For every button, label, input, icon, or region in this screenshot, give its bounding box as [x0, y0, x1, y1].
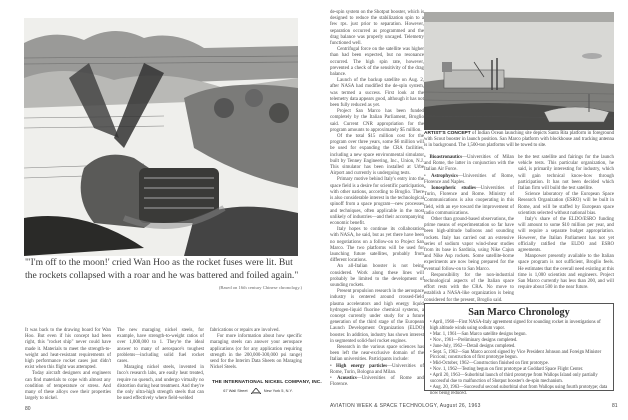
- paragraph: Launch of the backup satellite on Aug. 2, after NASA had modified the de-spin system, was termed a success. First look at the telemetry data appears good, although it has not been fully reduced as yet.: [330, 78, 424, 109]
- launch-platform-photo: [424, 12, 614, 130]
- paragraph: Italy hopes to continue its collaboration with NASA, he said, but as yet there have been no negotiations on a follow-on to Project San Marco. The two platforms will be used for launching future satellites, probably from different locations.: [330, 227, 424, 264]
- paragraph: de-spin system on the Shotput booster, which is designed to reduce the stabilization spin to a few rps. just prior to separation. However, separation occurred as programmed and the drag balance was properly uncaged. Telemetry functioned well.: [330, 10, 424, 47]
- ad-body-column-1: [25, 328, 111, 402]
- bullet-item: • Bioastronautics—Universities of Milan and Rome, the latter in conjunction with the Italian Air Force.: [424, 155, 515, 173]
- chronology-item: • April, 1960—First NASA-Italy agreement signed for sounding rocket in investigations of high altitude winds using sodium vapor.: [430, 320, 601, 331]
- paragraph: Centrifugal force on the satellite was higher than had been expected, but no resonance occurred. The high spin rate, however, prevented a check of the sensitivity of the drag balance.: [330, 47, 424, 78]
- chronology-item: • Nov., 1961—Preliminary designs completed.: [430, 337, 518, 343]
- chronology-item: • Nov. 1, 1962—Testing begun on first prototype at Goddard Space Flight Center.: [430, 367, 584, 373]
- article-column-3: [518, 155, 614, 291]
- chronology-text: Sept. 5, 1962—San Marco accord signed by Vice President Johnson and Foreign Minister Piccioni; construction of first prototype begun.: [430, 349, 602, 361]
- chronology-box: [424, 303, 614, 396]
- chronology-item: • Sept. 5, 1962—San Marco accord signed by Vice President Johnson and Foreign Minister Piccioni; construction of first prototype begun.: [430, 349, 602, 361]
- ad-body-column-3: [210, 328, 302, 371]
- caption-lead: ARTIST'S CONCEPT: [424, 131, 471, 136]
- paragraph: Project San Marco has been funded completely by the Italian Parliament, Broglio said. Current CNR appropriation for the program amounts to approximately $5 million.: [330, 109, 424, 133]
- chronology-text: Nov., 1961—Preliminary designs completed.: [432, 337, 518, 343]
- bullet-item: • High energy particles—Universities of Rome, Turin, Bologna and Milan.: [330, 363, 425, 375]
- bullet-text: —Universities of Milan and Rome, the latter in conjunction with the Italian Air Force.: [424, 155, 515, 173]
- ad-body-column-2: [117, 328, 204, 402]
- illustration-credit: (Based on 16th century Chinese chronology.): [218, 285, 302, 290]
- paragraph: Of the total $15 million cost for the program over three years, some $6 million will be used for expanding the CRA facilities, including a new space environmental simulator built by Tenney Engineering, Inc., Union, N.J. This simulator has been installed at Urbe Airport and currently is undergoing tests.: [330, 134, 424, 177]
- wan-hoo-illustration: [24, 18, 298, 256]
- bullet-term: Ionospheric studies: [431, 186, 476, 192]
- chronology-item: • June-July, 1962—Detail designs completed.: [430, 343, 516, 349]
- paragraph: Other than ground-based observations, the prime means of experimentation so far have been high-altitude balloons and sounding rockets. Italy has carried out an extensive series of sodium vapor wind-shear studies from its base in Sardinia, using Nike Cajun and Nike Asp rockets. Some satellite-borne experiments are now being prepared for the eventual follow-on to San Marco.: [424, 217, 514, 272]
- bullet-term: Acoustics: [337, 375, 357, 381]
- bullet-term: High energy particles: [336, 363, 388, 369]
- platform-image: [424, 12, 614, 130]
- paragraph: Maraging nickel steels, invented in Inco's research labs, are easily heat treated, require no quench, and undergo virtually no distortion during heat treatment. And they're the only ultra-high strength steels that can be used effectively where field-welded: [117, 365, 204, 402]
- advertiser-address: [212, 388, 304, 394]
- paragraph: Responsibility for the non-industrial technological aspects of the Italian space effort rests with the CRA. No move to establish a NASA-like organization is being considered for the present, Broglio said.: [424, 272, 514, 303]
- advertiser-signature: [212, 380, 322, 394]
- bullet-term: Astrophysics: [431, 173, 458, 179]
- chronology-item: • Mar. 1, 1961—San Marco satellite designs begun.: [430, 331, 527, 337]
- chronology-text: Mid-October, 1962—Construction finished on first prototype.: [432, 361, 549, 367]
- advertiser-name: THE INTERNATIONAL NICKEL COMPANY, INC.: [212, 380, 322, 385]
- address-street: 67 Wall Street: [223, 388, 248, 394]
- chronology-text: June-July, 1962—Detail designs completed.: [432, 343, 516, 349]
- bullet-term: Bioastronautics: [429, 155, 463, 160]
- chronology-item: • Aug. 20, 1963—Successful second suborbital shot from Wallops using fourth prototype; data now being reduced.: [430, 384, 608, 396]
- chronology-text: Aug. 20, 1963—Successful second suborbital shot from Wallops using fourth prototype; data now being reduced.: [430, 384, 608, 396]
- running-footer: AVIATION WEEK & SPACE TECHNOLOGY, August 26, 1963: [330, 403, 481, 409]
- paragraph: be the test satellite and fairings for the launch vehicle tests. This particular organization, he said, is primarily interesting for industry, which will gain technical know-how through participation. It has not been decided which Italian firm will build the test satellite.: [518, 155, 614, 192]
- address-city: New York 5, N.Y.: [263, 388, 293, 394]
- paragraph: Italy's share of the ELDO/ESRO funding will amount to some $10 million per year, and will require a separate budget appropriation. However, the Italian Parliament has not yet officially ratified the ELDO and ESRO agreements.: [518, 217, 614, 254]
- paragraph: fabrications or repairs are involved.: [210, 328, 280, 333]
- paragraph: An all-Italian booster is not being considered. Work along these lines will probably be limited to the development of sounding rockets.: [330, 264, 424, 288]
- bullet-text: —Universities of Turin, Florence and Rome. Ministry of Communications is also cooperating in this field, with an eye toward the improvement of radio communications.: [424, 186, 515, 216]
- illustration-caption: "'I'm off to the moon!' cried Wan Hoo as the rocket fuses were lit. But the rockets collapsed with a roar and he was battered and foiled again.": [25, 257, 299, 281]
- paragraph: The new maraging nickel steels, for example, have strength-to-weight ratios of over 1,000,000 to 1. They're the ideal answer to many of aerospace's toughest problems—including solid fuel rocket cases.: [117, 328, 204, 365]
- bullet-item: • Ionospheric studies—Universities of Turin, Florence and Rome. Ministry of Communications is also cooperating in this field, with an eye toward the improvement of radio communications.: [424, 186, 515, 216]
- chronology-list: [425, 320, 613, 397]
- page-number-left: 80: [25, 406, 31, 412]
- caption-text: of Indian Ocean launching site depicts Santa Rita platform in foreground with Scout booster in launch position. San Marco platform with blockhouse and tracking antenna is in background. The 1,500-ton platforms will be towed to site.: [424, 131, 614, 148]
- bullet-text: —Universities of Rome and Florence.: [330, 375, 425, 388]
- chronology-text: Mar. 1, 1961—San Marco satellite designs begun.: [432, 331, 527, 337]
- bullet-text: —Universities of Rome, Turin, Bologna and Milan.: [330, 363, 425, 375]
- bullet-item: • Astrophysics—Universities of Rome, Florence and Naples.: [424, 173, 515, 185]
- chronology-title: San Marco Chronology: [468, 307, 570, 318]
- chronology-item: • April 20, 1963—Suborbital launch of third prototype from Wallops Island only partially successful due to malfunction of Shotput booster's de-spin mechanism.: [430, 373, 598, 385]
- inco-logo-icon: [251, 388, 261, 394]
- paragraph: Research in the various space sciences has been left the near-exclusive domain of the Italian universities. Participants include:: [330, 344, 424, 363]
- chronology-text: Nov. 1, 1962—Testing begun on first prototype at Goddard Space Flight Center.: [432, 367, 584, 373]
- paragraph: It was back to the drawing board for Wan Hoo. But even if his concept had been right, this "rocket ship" never could have made it. Materials to meet the strength-to-weight and heat-resistant requirements of high performance rocket cases just didn't exist when this flight was attempted.: [25, 328, 111, 371]
- paragraph: Present propulsion research in the aerospace industry is centered around crossed-field plasma accelerators and high energy liquid hydrogen-liquid fluorine chemical systems, a concept currently under study for a future generation of the third stage of the European Launch Development Organization (ELDO) booster. In addition, industry has shown interest in segmented solid-fuel rocket engines.: [330, 289, 424, 344]
- photo-caption: [424, 131, 614, 149]
- article-column-1: [330, 10, 424, 388]
- paragraph: Today aircraft designers and engineers can find materials to cope with almost any condition of temperature or stress. And many of these alloys owe their properties largely to nickel.: [25, 371, 111, 402]
- article-column-2: [424, 155, 514, 310]
- chronology-item: • Mid-October, 1962—Construction finished on first prototype.: [430, 361, 549, 367]
- bullet-item: • Acoustics—Universities of Rome and Florence.: [330, 375, 425, 388]
- paragraph: Primary motive behind Italy's entry into the space field is a desire for scientific participation with other nations, according to Broglio. There is also considerable interest in the technological spinoff from a space program—new processes and techniques, often applicable in the most unlikely of industries—and their accompanying economic benefit.: [330, 177, 424, 226]
- bullet-text: —Universities of Rome, Florence and Naples.: [424, 173, 515, 185]
- paragraph: Manpower presently available to the Italian space program is not sufficient, Broglio feels. He estimates that the overall need existing at this time is 1,000 scientists and engineers. Project San Marco currently has less than 200, and will require about 500 in the near future.: [518, 254, 614, 291]
- chronology-text: April 20, 1963—Suborbital launch of third prototype from Wallops Island only partially successful due to malfunction of Shotput booster's de-spin mechanism.: [430, 373, 598, 385]
- page-number-right: 81: [612, 403, 618, 409]
- engraving-image: [24, 18, 298, 256]
- paragraph: For more information about how specific maraging steels can answer your aerospace applications (or for any application requiring strength in the 200,000-300,000 psi range) send for the Interim Data Sheets on Maraging Nickel Steels.: [210, 334, 302, 371]
- paragraph: Science laboratory of the European Space Research Organization (ESRO) will be built in Rome, and will be staffed by European space scientists selected without national bias.: [518, 192, 614, 216]
- chronology-text: April, 1960—First NASA-Italy agreement signed for sounding rocket in investigations of high altitude winds using sodium vapor.: [430, 320, 601, 331]
